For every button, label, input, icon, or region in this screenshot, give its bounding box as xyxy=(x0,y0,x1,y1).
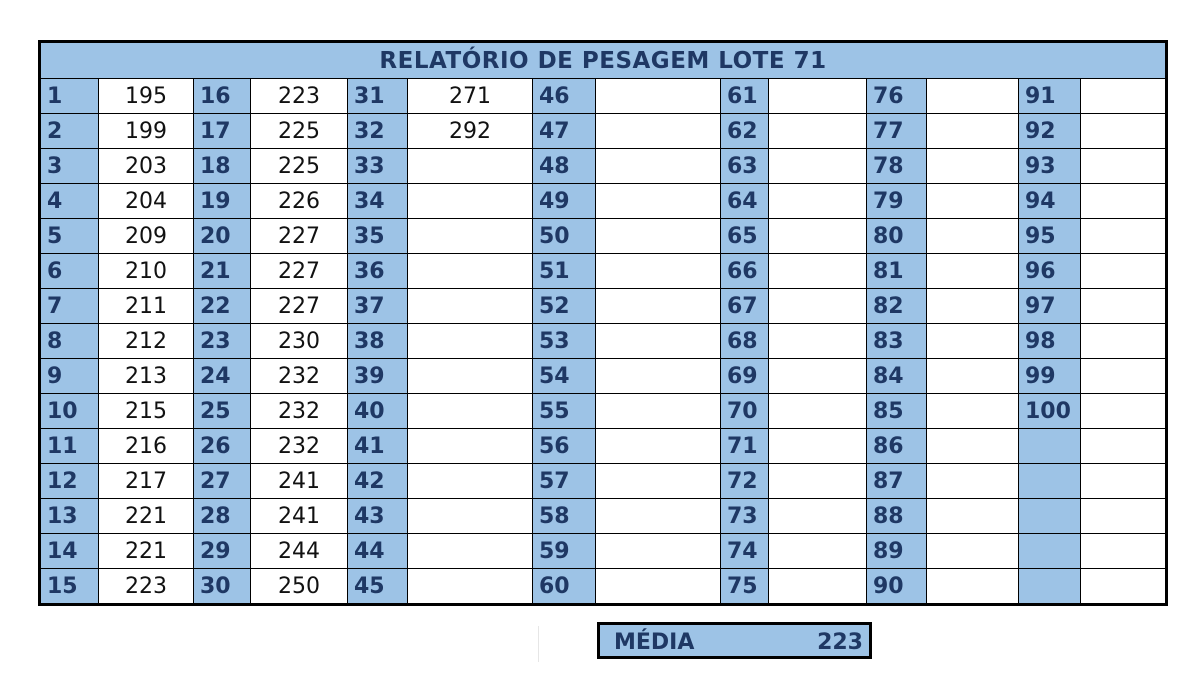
lot-number-cell: 94 xyxy=(1019,184,1081,219)
table-row xyxy=(40,149,1167,184)
lot-number-cell: 89 xyxy=(867,534,927,569)
lot-number-cell: 30 xyxy=(194,569,251,605)
weight-cell[interactable] xyxy=(408,534,533,569)
table-row xyxy=(40,184,1167,219)
weight-cell[interactable] xyxy=(927,184,1019,219)
lot-number-cell: 22 xyxy=(194,289,251,324)
lot-number-cell: 79 xyxy=(867,184,927,219)
lot-number-cell: 49 xyxy=(533,184,596,219)
lot-number-cell: 83 xyxy=(867,324,927,359)
lot-number-cell: 43 xyxy=(348,499,408,534)
lot-number-cell: 32 xyxy=(348,114,408,149)
weight-cell[interactable]: 210 xyxy=(99,254,194,289)
lot-number-cell: 91 xyxy=(1019,79,1081,114)
weight-cell[interactable]: 225 xyxy=(251,114,348,149)
lot-number-cell: 20 xyxy=(194,219,251,254)
lot-number-cell: 51 xyxy=(533,254,596,289)
lot-number-cell: 98 xyxy=(1019,324,1081,359)
lot-number-cell: 62 xyxy=(721,114,769,149)
table-row xyxy=(40,534,1167,569)
lot-number-cell: 74 xyxy=(721,534,769,569)
lot-number-cell: 27 xyxy=(194,464,251,499)
weight-cell[interactable]: 209 xyxy=(99,219,194,254)
weight-cell[interactable] xyxy=(596,324,721,359)
weight-cell[interactable]: 232 xyxy=(251,394,348,429)
weight-cell[interactable] xyxy=(927,114,1019,149)
weight-cell[interactable]: 204 xyxy=(99,184,194,219)
lot-number-cell: 57 xyxy=(533,464,596,499)
weight-cell[interactable] xyxy=(408,394,533,429)
weight-cell[interactable]: 250 xyxy=(251,569,348,605)
report-title: RELATÓRIO DE PESAGEM LOTE 71 xyxy=(40,42,1167,79)
table-row xyxy=(40,429,1167,464)
weight-cell[interactable] xyxy=(927,149,1019,184)
weight-cell[interactable]: 225 xyxy=(251,149,348,184)
weight-cell[interactable]: 232 xyxy=(251,429,348,464)
lot-number-cell: 63 xyxy=(721,149,769,184)
weight-cell[interactable] xyxy=(927,394,1019,429)
lot-number-cell: 55 xyxy=(533,394,596,429)
lot-number-cell: 46 xyxy=(533,79,596,114)
weight-cell[interactable] xyxy=(596,184,721,219)
lot-number-cell: 71 xyxy=(721,429,769,464)
weight-cell[interactable] xyxy=(408,254,533,289)
weight-cell[interactable] xyxy=(1081,184,1167,219)
weight-cell[interactable]: 203 xyxy=(99,149,194,184)
table-row xyxy=(40,464,1167,499)
weight-cell[interactable]: 232 xyxy=(251,359,348,394)
weight-cell[interactable] xyxy=(927,254,1019,289)
lot-number-cell: 75 xyxy=(721,569,769,605)
weight-cell[interactable] xyxy=(1081,324,1167,359)
lot-number-cell: 93 xyxy=(1019,149,1081,184)
weight-cell[interactable] xyxy=(408,359,533,394)
weight-cell[interactable] xyxy=(769,499,867,534)
weight-cell[interactable] xyxy=(596,499,721,534)
weight-cell[interactable] xyxy=(408,464,533,499)
lot-number-cell: 29 xyxy=(194,534,251,569)
table-row xyxy=(40,324,1167,359)
lot-number-cell: 10 xyxy=(40,394,99,429)
table-row xyxy=(40,569,1167,605)
lot-number-cell: 56 xyxy=(533,429,596,464)
lot-number-cell: 19 xyxy=(194,184,251,219)
lot-number-cell: 47 xyxy=(533,114,596,149)
weight-cell[interactable] xyxy=(596,149,721,184)
weight-cell[interactable] xyxy=(408,289,533,324)
lot-number-cell: 23 xyxy=(194,324,251,359)
lot-number-cell: 60 xyxy=(533,569,596,605)
weight-cell[interactable] xyxy=(1081,429,1167,464)
weight-cell[interactable]: 211 xyxy=(99,289,194,324)
weight-cell[interactable]: 244 xyxy=(251,534,348,569)
weight-cell[interactable] xyxy=(769,219,867,254)
weight-cell[interactable] xyxy=(1081,464,1167,499)
lot-number-cell xyxy=(1019,534,1081,569)
lot-number-cell: 76 xyxy=(867,79,927,114)
weight-cell[interactable] xyxy=(1081,394,1167,429)
weight-cell[interactable] xyxy=(927,219,1019,254)
lot-number-cell: 5 xyxy=(40,219,99,254)
lot-number-cell: 92 xyxy=(1019,114,1081,149)
weight-cell[interactable] xyxy=(1081,289,1167,324)
lot-number-cell: 18 xyxy=(194,149,251,184)
lot-number-cell: 11 xyxy=(40,429,99,464)
weight-cell[interactable]: 271 xyxy=(408,79,533,114)
weight-cell[interactable]: 212 xyxy=(99,324,194,359)
gridline-divider xyxy=(538,626,539,662)
lot-number-cell: 37 xyxy=(348,289,408,324)
average-value: 223 xyxy=(817,630,863,655)
lot-number-cell: 85 xyxy=(867,394,927,429)
weight-cell[interactable] xyxy=(769,114,867,149)
lot-number-cell: 53 xyxy=(533,324,596,359)
weight-cell[interactable] xyxy=(408,429,533,464)
lot-number-cell: 34 xyxy=(348,184,408,219)
weight-cell[interactable] xyxy=(1081,534,1167,569)
lot-number-cell: 54 xyxy=(533,359,596,394)
lot-number-cell: 100 xyxy=(1019,394,1081,429)
weight-cell[interactable] xyxy=(927,324,1019,359)
lot-number-cell: 44 xyxy=(348,534,408,569)
lot-number-cell: 68 xyxy=(721,324,769,359)
weight-cell[interactable] xyxy=(596,429,721,464)
lot-number-cell: 50 xyxy=(533,219,596,254)
lot-number-cell: 65 xyxy=(721,219,769,254)
lot-number-cell: 95 xyxy=(1019,219,1081,254)
lot-number-cell: 33 xyxy=(348,149,408,184)
average-box xyxy=(597,622,872,659)
weight-cell[interactable] xyxy=(408,149,533,184)
weight-cell[interactable] xyxy=(1081,359,1167,394)
weight-cell[interactable]: 213 xyxy=(99,359,194,394)
lot-number-cell: 2 xyxy=(40,114,99,149)
weight-cell[interactable] xyxy=(927,499,1019,534)
lot-number-cell: 45 xyxy=(348,569,408,605)
lot-number-cell: 52 xyxy=(533,289,596,324)
lot-number-cell: 87 xyxy=(867,464,927,499)
weight-cell[interactable] xyxy=(408,569,533,605)
lot-number-cell: 13 xyxy=(40,499,99,534)
table-row xyxy=(40,499,1167,534)
lot-number-cell: 90 xyxy=(867,569,927,605)
weight-cell[interactable]: 217 xyxy=(99,464,194,499)
weight-cell[interactable] xyxy=(769,289,867,324)
lot-number-cell: 1 xyxy=(40,79,99,114)
lot-number-cell: 41 xyxy=(348,429,408,464)
weight-cell[interactable] xyxy=(769,184,867,219)
weight-cell[interactable]: 215 xyxy=(99,394,194,429)
weight-cell[interactable] xyxy=(927,359,1019,394)
weight-cell[interactable] xyxy=(769,394,867,429)
weight-cell[interactable] xyxy=(1081,569,1167,605)
lot-number-cell: 9 xyxy=(40,359,99,394)
weight-cell[interactable] xyxy=(596,394,721,429)
weight-cell[interactable]: 292 xyxy=(408,114,533,149)
weight-cell[interactable]: 221 xyxy=(99,499,194,534)
lot-number-cell: 73 xyxy=(721,499,769,534)
lot-number-cell: 58 xyxy=(533,499,596,534)
weight-cell[interactable] xyxy=(596,534,721,569)
weight-cell[interactable] xyxy=(927,569,1019,605)
lot-number-cell: 96 xyxy=(1019,254,1081,289)
lot-number-cell: 81 xyxy=(867,254,927,289)
lot-number-cell: 80 xyxy=(867,219,927,254)
weight-cell[interactable] xyxy=(1081,254,1167,289)
weight-cell[interactable] xyxy=(927,79,1019,114)
weight-cell[interactable] xyxy=(769,79,867,114)
lot-number-cell: 21 xyxy=(194,254,251,289)
lot-number-cell: 42 xyxy=(348,464,408,499)
table-row xyxy=(40,254,1167,289)
lot-number-cell: 72 xyxy=(721,464,769,499)
weight-cell[interactable]: 195 xyxy=(99,79,194,114)
weight-cell[interactable] xyxy=(596,569,721,605)
weight-cell[interactable] xyxy=(769,464,867,499)
lot-number-cell: 97 xyxy=(1019,289,1081,324)
lot-number-cell: 69 xyxy=(721,359,769,394)
weight-cell[interactable] xyxy=(927,289,1019,324)
weight-cell[interactable]: 241 xyxy=(251,499,348,534)
lot-number-cell: 77 xyxy=(867,114,927,149)
weight-cell[interactable]: 216 xyxy=(99,429,194,464)
weight-cell[interactable] xyxy=(1081,149,1167,184)
weight-cell[interactable]: 199 xyxy=(99,114,194,149)
lot-number-cell: 82 xyxy=(867,289,927,324)
lot-number-cell: 35 xyxy=(348,219,408,254)
table-row xyxy=(40,219,1167,254)
weight-cell[interactable] xyxy=(769,429,867,464)
weight-cell[interactable]: 223 xyxy=(251,79,348,114)
lot-number-cell: 40 xyxy=(348,394,408,429)
lot-number-cell: 17 xyxy=(194,114,251,149)
lot-number-cell: 38 xyxy=(348,324,408,359)
weight-cell[interactable] xyxy=(596,254,721,289)
weight-cell[interactable] xyxy=(596,464,721,499)
weight-cell[interactable]: 227 xyxy=(251,254,348,289)
weight-cell[interactable] xyxy=(596,359,721,394)
weight-cell[interactable]: 230 xyxy=(251,324,348,359)
lot-number-cell xyxy=(1019,464,1081,499)
lot-number-cell: 48 xyxy=(533,149,596,184)
lot-number-cell xyxy=(1019,499,1081,534)
lot-number-cell: 86 xyxy=(867,429,927,464)
lot-number-cell: 36 xyxy=(348,254,408,289)
table-row xyxy=(40,114,1167,149)
lot-number-cell: 7 xyxy=(40,289,99,324)
weight-cell[interactable] xyxy=(596,219,721,254)
weight-cell[interactable] xyxy=(408,499,533,534)
report-body xyxy=(40,42,1167,605)
lot-number-cell: 4 xyxy=(40,184,99,219)
weight-cell[interactable]: 241 xyxy=(251,464,348,499)
average-label: MÉDIA xyxy=(614,630,695,655)
weighing-report-table xyxy=(38,40,1168,606)
table-row xyxy=(40,359,1167,394)
lot-number-cell: 14 xyxy=(40,534,99,569)
weight-cell[interactable] xyxy=(927,429,1019,464)
lot-number-cell: 99 xyxy=(1019,359,1081,394)
lot-number-cell: 25 xyxy=(194,394,251,429)
weight-cell[interactable] xyxy=(408,219,533,254)
lot-number-cell: 16 xyxy=(194,79,251,114)
lot-number-cell: 39 xyxy=(348,359,408,394)
lot-number-cell: 67 xyxy=(721,289,769,324)
weight-cell[interactable] xyxy=(769,534,867,569)
lot-number-cell: 84 xyxy=(867,359,927,394)
weight-cell[interactable] xyxy=(596,114,721,149)
weight-cell[interactable] xyxy=(596,79,721,114)
weight-cell[interactable] xyxy=(769,324,867,359)
weight-cell[interactable] xyxy=(769,359,867,394)
lot-number-cell: 12 xyxy=(40,464,99,499)
title-row xyxy=(40,42,1167,79)
table-row xyxy=(40,289,1167,324)
weight-cell[interactable] xyxy=(927,464,1019,499)
weight-cell[interactable]: 221 xyxy=(99,534,194,569)
lot-number-cell: 3 xyxy=(40,149,99,184)
lot-number-cell: 66 xyxy=(721,254,769,289)
weight-cell[interactable] xyxy=(596,289,721,324)
weight-cell[interactable] xyxy=(1081,79,1167,114)
lot-number-cell: 61 xyxy=(721,79,769,114)
weight-cell[interactable] xyxy=(408,324,533,359)
lot-number-cell xyxy=(1019,429,1081,464)
weight-cell[interactable]: 223 xyxy=(99,569,194,605)
weight-cell[interactable] xyxy=(769,149,867,184)
lot-number-cell: 15 xyxy=(40,569,99,605)
lot-number-cell: 8 xyxy=(40,324,99,359)
table-row xyxy=(40,394,1167,429)
weighing-report-sheet xyxy=(38,40,1165,606)
table-row xyxy=(40,79,1167,114)
lot-number-cell: 24 xyxy=(194,359,251,394)
weight-cell[interactable] xyxy=(408,184,533,219)
lot-number-cell: 31 xyxy=(348,79,408,114)
lot-number-cell: 64 xyxy=(721,184,769,219)
weight-cell[interactable]: 226 xyxy=(251,184,348,219)
lot-number-cell: 78 xyxy=(867,149,927,184)
lot-number-cell: 28 xyxy=(194,499,251,534)
lot-number-cell: 70 xyxy=(721,394,769,429)
weight-cell[interactable] xyxy=(769,569,867,605)
weight-cell[interactable] xyxy=(769,254,867,289)
weight-cell[interactable]: 227 xyxy=(251,219,348,254)
lot-number-cell: 26 xyxy=(194,429,251,464)
lot-number-cell: 59 xyxy=(533,534,596,569)
lot-number-cell: 6 xyxy=(40,254,99,289)
weight-cell[interactable] xyxy=(1081,499,1167,534)
lot-number-cell: 88 xyxy=(867,499,927,534)
weight-cell[interactable]: 227 xyxy=(251,289,348,324)
weight-cell[interactable] xyxy=(1081,219,1167,254)
weight-cell[interactable] xyxy=(1081,114,1167,149)
weight-cell[interactable] xyxy=(927,534,1019,569)
lot-number-cell xyxy=(1019,569,1081,605)
